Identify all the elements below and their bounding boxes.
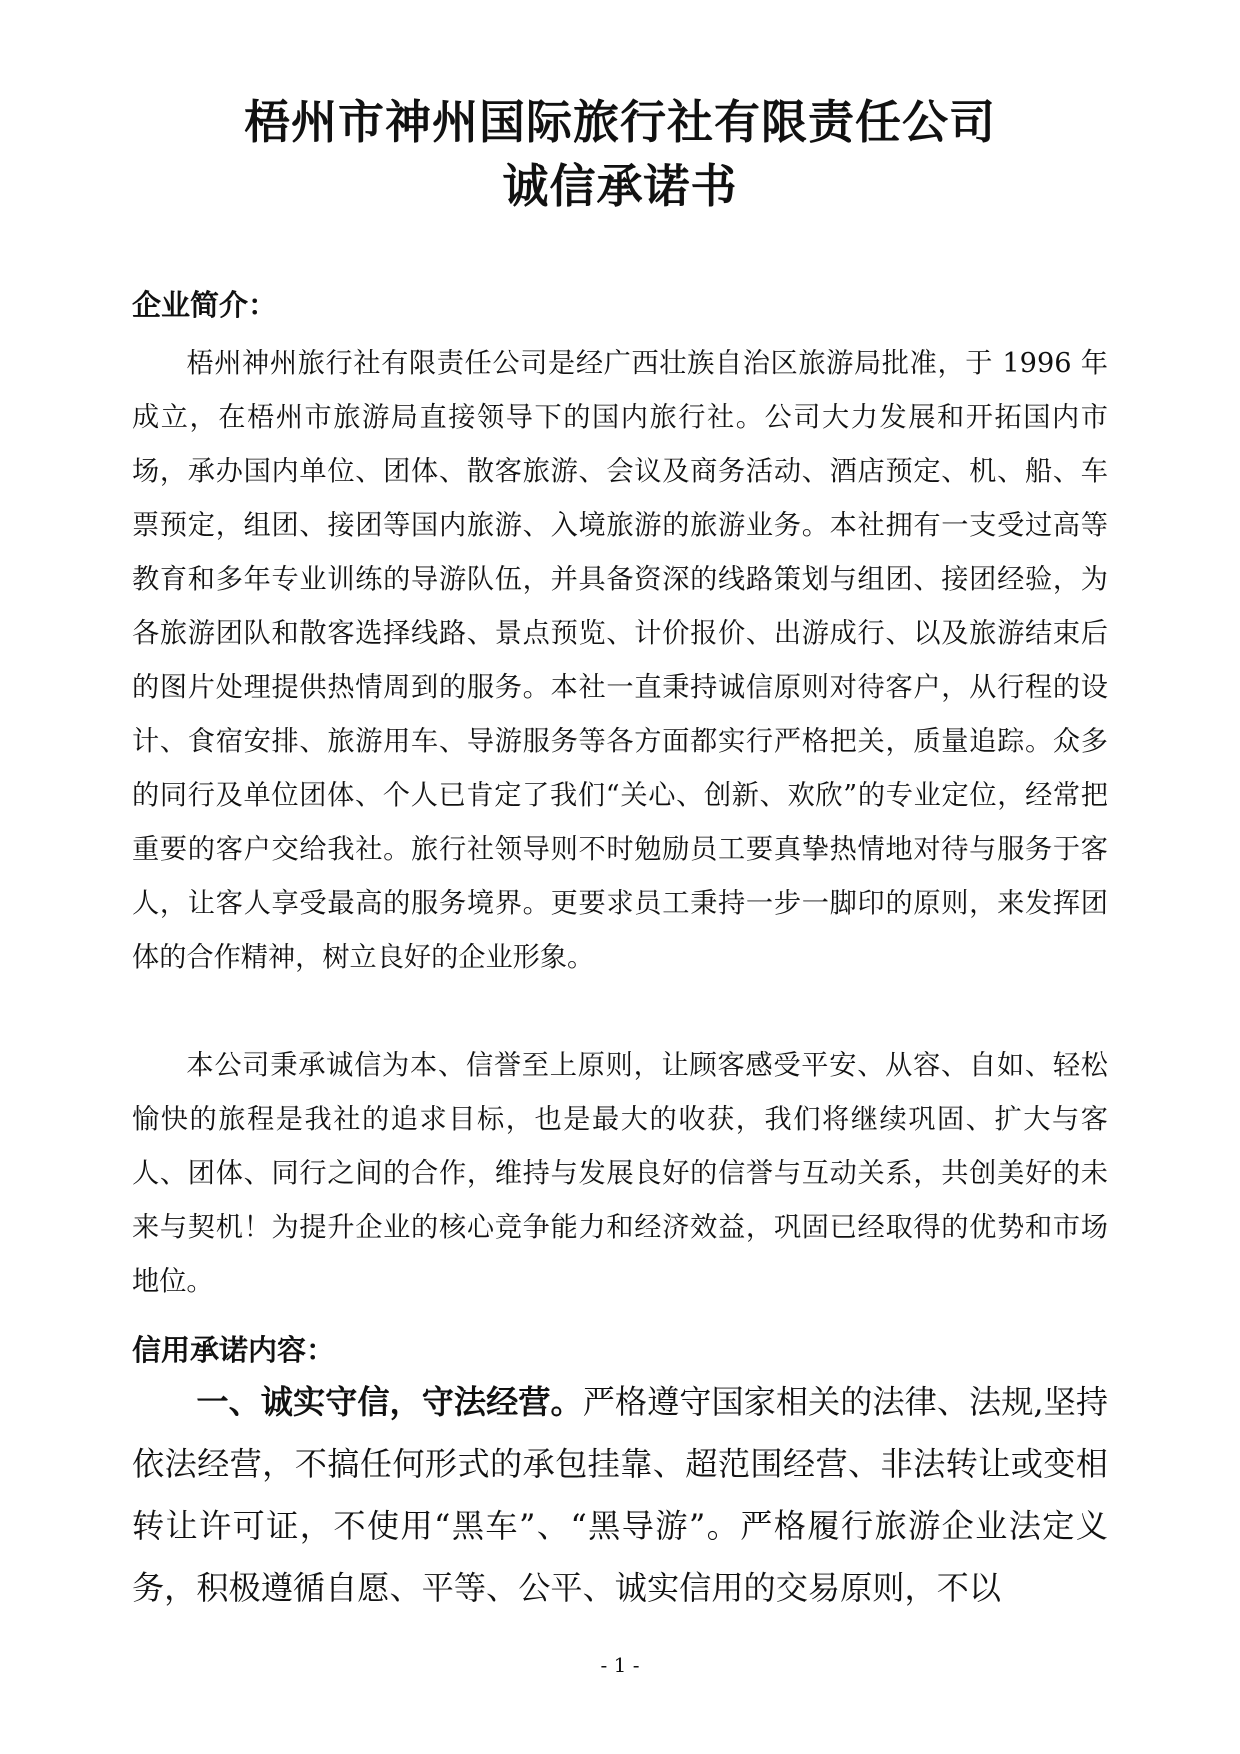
document-title: 梧州市神州国际旅行社有限责任公司 <box>244 95 996 149</box>
section-heading-credit-commitment: 信用承诺内容： <box>132 1333 336 1367</box>
intro-paragraph-2: 本公司秉承诚信为本、信誉至上原则，让顾客感受平安、从容、自如、轻松愉快的旅程是我社的追求目标，也是最大的收获，我们将继续巩固、扩大与客人、团体、同行之间的合作，维持与发展良好的信誉与互动关系，共创美好的未来与契机！为提升企业的核心竞争能力和经济效益，巩固已经取得的优势和市场地位。 <box>132 1050 1108 1297</box>
commitment-item-1 <box>132 1371 1108 1619</box>
intro-paragraph-1: 梧州神州旅行社有限责任公司是经广西壮族自治区旅游局批准，于 1996 年成立，在梧州市旅游局直接领导下的国内旅行社。公司大力发展和开拓国内市场，承办国内单位、团体、散客旅游、会议及商务活动、酒店预定、机、船、车票预定，组团、接团等国内旅游、入境旅游的旅游业务。本社拥有一支受过高等教育和多年专业训练的导游队伍，并具备资深的线路策划与组团、接团经验，为各旅游团队和散客选择线路、景点预览、计价报价、出游成行、以及旅游结束后的图片处理提供热情周到的服务。本社一直秉持诚信原则对待客户，从行程的设计、食宿安排、旅游用车、导游服务等各方面都实行严格把关，质量追踪。众多的同行及单位团体、个人已肯定了我们“关心、创新、欢欣”的专业定位，经常把重要的客户交给我社。旅行社领导则不时勉励员工要真挚热情地对待与服务于客人，让客人享受最高的服务境界。更要求员工秉持一步一脚印的原则，来发挥团体的合作精神，树立良好的企业形象。 <box>132 348 1108 973</box>
document-subtitle: 诚信承诺书 <box>502 159 738 213</box>
section-heading-company-intro: 企业简介： <box>132 288 278 322</box>
commitment-item-1-lead: 一、诚实守信，守法经营。 <box>196 1383 583 1421</box>
commitment-item-1-text: 严格遵守国家相关的法律、法规,坚持依法经营，不搞任何形式的承包挂靠、超范围经营、非法转让或变相转让许可证，不使用“黑车”、“黑导游”。严格履行旅游企业法定义务，积极遵循自愿、平等、公平、诚实信用的交易原则，不以 <box>132 1383 1109 1607</box>
page-number: - 1 - <box>600 1653 640 1677</box>
